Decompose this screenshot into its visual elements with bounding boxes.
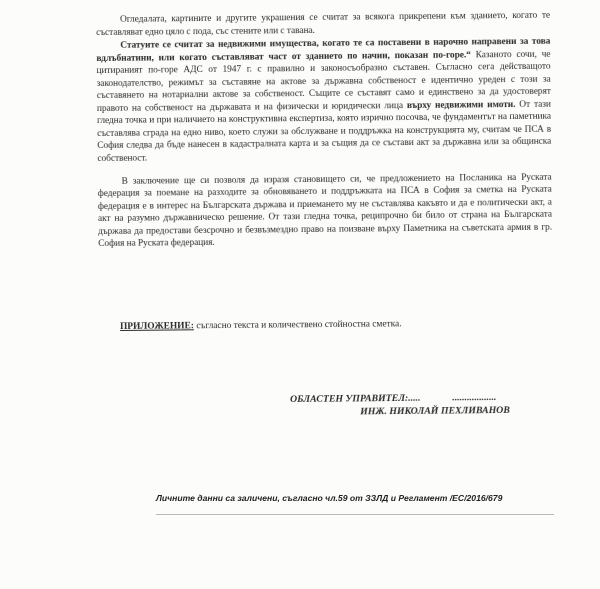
signature-title: ОБЛАСТЕН УПРАВИТЕЛ:..... .................. (290, 392, 497, 405)
paragraph-text: Казаното сочи, че цитираният по-горе АДС от 1947 г. с правилно и законосъобразно съставен. Съгласно сега действащото законодателство, режимът за съставяне на актове за държавна собственост е идентично уреден с този за съставянето на нотариални актове за собственост. Същите се съставят само и единствено за да удостоверят правото на собственост на държавата и на физически и юридически лица (96, 49, 551, 114)
attachment-label: ПРИЛОЖЕНИЕ: (120, 321, 194, 332)
redaction-note: Личните данни са заличени, съгласно чл.59 от ЗЗЛД и Регламент /ЕС/2016/679 (156, 493, 503, 503)
signature-block (290, 391, 510, 419)
attachment-line (120, 317, 560, 333)
attachment-text: съгласно текста и количествено стойностна сметка. (193, 319, 402, 332)
paragraph-text: Огледалата, картините и другите украшения се считат за всякога прикрепени към зданието, когато те съставляват едно цяло с пода, със стените или с тавана. (96, 10, 551, 38)
paragraph-ornaments (96, 10, 550, 39)
bottom-divider (156, 514, 554, 515)
paragraph-statues-property (96, 36, 551, 166)
statues-bold-quote: Статуите се считат за недвижими имущества, когато те са поставени в нарочно направени за това вдлъбнатини, или когато съставляват част от зданието по начин, показан по-горе.“ (96, 36, 551, 64)
paragraph-text: В заключение ще си позволя да изразя становището си, че предложението на Посланика на Руската федерация за поемане на разходите за обновяването и поддръжката на ПСА в София за сметка на Руската федерация е в интерес на Българската държава и приемането му не съставлява какъвто и да е политически акт, а акт на разумно държавническо решение. От тази гледна точка, реципрочно би било от страна на Българската държава да предостави безсрочно и безвъзмездно право на поизване върху Паметника на съветската армия в гр. София на Руската федерация. (97, 172, 553, 250)
signature-name: ИНЖ. НИКОЛАЙ ПЕХЛИВАНОВ (360, 404, 510, 418)
document-body (96, 10, 552, 251)
paragraph-conclusion (98, 171, 553, 251)
immovable-property-bold: върху недвижими имоти. (406, 99, 516, 111)
paragraph-text-continued: От тази гледна точка и при наличието на конструктивна експертиза, която изрично посочва, че фундаментът на паметника съставлява сграда на едно ниво, което служи за обслужване и поддръжка на конструкцията му, считам че ПСА в София следва да бъде нанесен в кадастралната карта и за същия да се състави акт за държавна или за общинска собственост. (96, 99, 552, 165)
